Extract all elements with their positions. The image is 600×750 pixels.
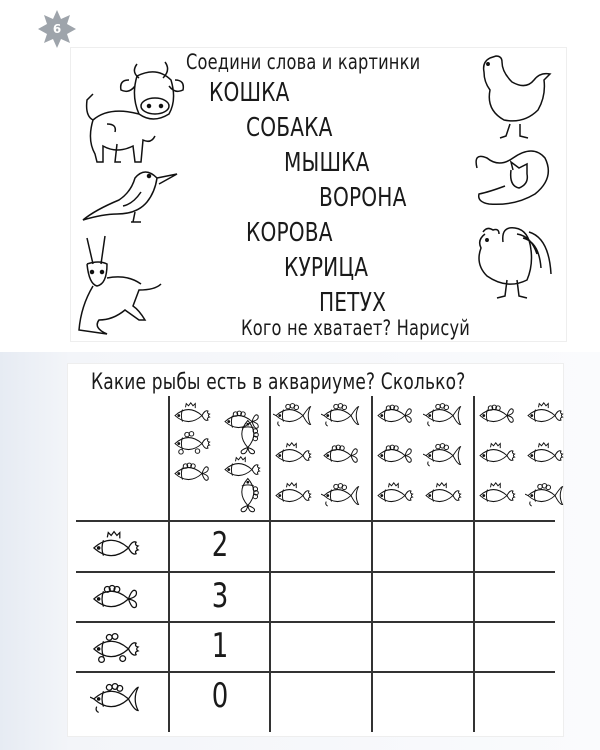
aquarium-title: Какие рыбы есть в аквариуме? Сколько? <box>91 370 466 395</box>
bubble-fish-icon <box>172 428 211 461</box>
count-cell[interactable]: 1 <box>211 626 229 666</box>
loop-tail-fish-row-icon <box>90 579 140 621</box>
row-divider <box>76 571 555 573</box>
count-cell[interactable] <box>483 676 568 720</box>
loop-tail-fish-icon <box>231 476 264 515</box>
matching-exercise <box>70 47 567 342</box>
word-koshka: КОШКА <box>209 78 290 108</box>
crescent-fish-icon <box>525 480 564 513</box>
count-cell[interactable]: 3 <box>211 576 229 616</box>
count-cell[interactable] <box>483 525 568 569</box>
count-cell[interactable]: 0 <box>211 676 229 716</box>
count-cell[interactable]: 2 <box>211 525 229 565</box>
loop-tail-fish-icon <box>231 418 264 457</box>
cow-picture <box>77 54 187 164</box>
row-divider <box>76 621 555 623</box>
page-number-badge <box>38 10 76 48</box>
count-cell[interactable] <box>381 576 466 620</box>
row-divider <box>76 520 555 522</box>
word-vorona: ВОРОНА <box>319 183 407 213</box>
crescent-fish-icon <box>321 400 360 433</box>
count-cell[interactable] <box>381 626 466 670</box>
count-cell[interactable] <box>381 676 466 720</box>
crescent-fish-row-icon <box>90 679 140 721</box>
loop-tail-fish-icon <box>375 440 414 473</box>
loop-tail-fish-icon <box>321 440 360 473</box>
rooster-picture <box>469 224 559 306</box>
crescent-fish-icon <box>273 400 312 433</box>
missing-question: Кого не хватает? Нарисуй <box>241 316 470 340</box>
crescent-fish-icon <box>423 400 462 433</box>
word-kuritsa: КУРИЦА <box>284 253 369 283</box>
crown-fish-icon <box>525 400 564 433</box>
page-number: 6 <box>52 22 62 36</box>
crown-fish-icon <box>375 480 414 513</box>
count-cell[interactable] <box>483 576 568 620</box>
cat-picture <box>471 148 553 208</box>
dog-picture <box>75 234 175 339</box>
crown-fish-icon <box>477 440 516 473</box>
crown-fish-icon <box>273 440 312 473</box>
crescent-fish-icon <box>321 480 360 513</box>
crow-picture <box>79 158 179 228</box>
word-sobaka: СОБАКА <box>246 113 333 143</box>
count-cell[interactable] <box>279 626 364 670</box>
row-divider <box>76 671 555 673</box>
count-cell[interactable] <box>381 525 466 569</box>
count-cell[interactable] <box>279 525 364 569</box>
word-petukh: ПЕТУХ <box>319 288 387 318</box>
crown-fish-icon <box>525 440 564 473</box>
hen-picture <box>476 52 556 142</box>
crown-fish-icon <box>423 480 462 513</box>
crown-fish-row-icon <box>90 528 140 570</box>
count-cell[interactable] <box>483 626 568 670</box>
count-cell[interactable] <box>279 576 364 620</box>
column-divider <box>269 396 271 732</box>
crown-fish-icon <box>477 480 516 513</box>
column-divider <box>168 396 170 732</box>
fish-count-table <box>76 396 556 732</box>
matching-title: Соедини слова и картинки <box>186 50 421 74</box>
bubble-fish-row-icon <box>90 629 140 671</box>
column-divider <box>473 396 475 732</box>
loop-tail-fish-icon <box>375 400 414 433</box>
loop-tail-fish-icon <box>477 400 516 433</box>
loop-tail-fish-icon <box>172 458 211 491</box>
column-divider <box>371 396 373 732</box>
word-korova: КОРОВА <box>246 218 333 248</box>
count-cell[interactable] <box>279 676 364 720</box>
crown-fish-icon <box>273 480 312 513</box>
aquarium-exercise <box>67 363 564 737</box>
crescent-fish-icon <box>423 440 462 473</box>
word-myshka: МЫШКА <box>284 148 370 178</box>
